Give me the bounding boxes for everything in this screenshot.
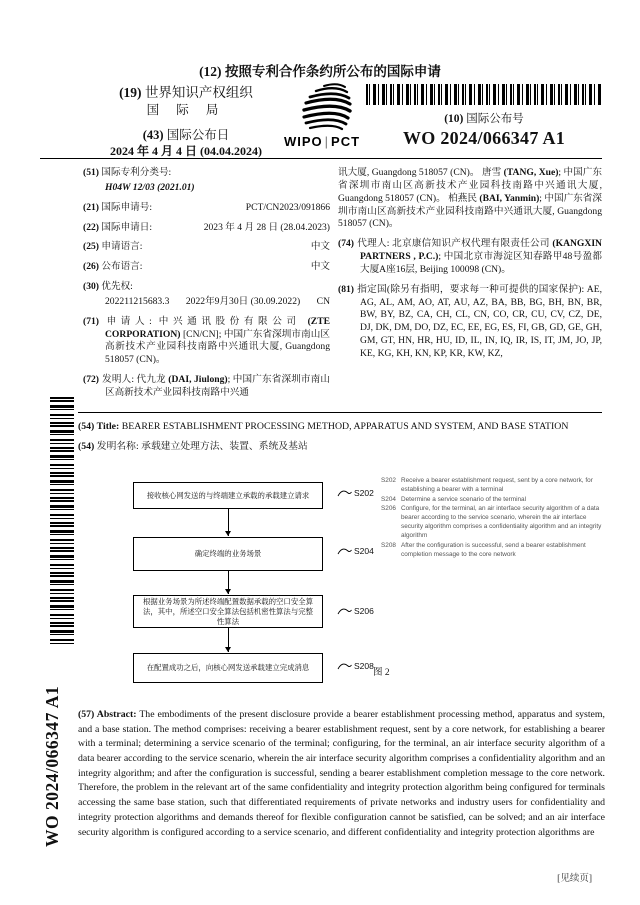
abstract-text: The embodiments of the present disclosure provide a bearer establishment processing method, apparatus and system, and a base station. The method comprises: receiving a bearer establishment request, sent by a core network, for establishing a bearer with a terminal; determining a service scenario of the terminal; configuring, for the terminal, an air interface security algorithm of a data bearer according to the service scenario, wherein the air interface security algorithm comprises a confidentiality algorithm and an integrity algorithm; and after the configuration is successful, sending a bearer establishment completion message to the core network. Therefore, the problem in the relevant art of the same confidentiality and integrity protection algorithm being configured for terminals accessing the same base station, such that differentiated requirements of private networks and industry users for confidentiality and integrity protection algorithms and demands thereof for flexible configuration cannot be satisfied, can be solved; and an air interface security algorithm is configured according to a service scenario, and different confidentiality and integrity protection algorithms are	[78, 709, 605, 838]
publication-language-label: 公布语言:	[101, 261, 143, 273]
field-tag-54-zh: (54)	[78, 440, 95, 452]
field-tag-57: (57)	[78, 709, 95, 720]
field-tag-30: (30)	[83, 281, 99, 293]
figure-steps-english	[381, 477, 609, 560]
flow-arrow-icon	[228, 509, 229, 536]
field-tag-51: (51)	[83, 167, 99, 178]
flowchart-figure	[100, 478, 400, 696]
filing-date-value: 2023 年 4 月 28 日 (28.04.2023)	[203, 221, 330, 233]
title-divider	[78, 412, 602, 413]
pct-line-text: 按照专利合作条约所公布的国际申请	[224, 64, 441, 79]
inventors-continued-paragraph	[338, 167, 602, 231]
sidebar-publication-number: WO 2024/066347 A1	[42, 685, 62, 847]
ipc-row	[83, 167, 330, 180]
filing-language-value: 中文	[310, 241, 330, 253]
publication-date-value: 2024 年 4 月 4 日 (04.04.2024)	[110, 144, 262, 159]
wipo-logo	[282, 82, 362, 149]
priority-row	[83, 281, 330, 294]
publication-number-block	[366, 110, 602, 149]
pct-publication-line	[0, 60, 640, 80]
header-divider	[40, 158, 602, 159]
field-tag-26: (26)	[83, 261, 99, 273]
figure-step-en-s204: S204 Determine a service scenario of the terminal	[381, 495, 527, 503]
field-tag-74: (74)	[338, 238, 354, 250]
inventors-text: 发明人: 代九龙 (DAI, Jiulong); 中国广东省深圳市南山区高新技术产业园科技南路中兴通	[101, 374, 330, 398]
flow-step-label-s204: S204	[337, 546, 374, 556]
field-tag-71: (71)	[83, 315, 99, 327]
org-name: 世界知识产权组织	[144, 85, 253, 100]
applicant-paragraph	[83, 316, 330, 367]
publication-number-label: 国际公布号	[466, 113, 524, 125]
filing-date-label: 国际申请日:	[101, 221, 153, 233]
title-section	[78, 420, 602, 459]
connector-squiggle-icon	[337, 606, 352, 616]
priority-number: 202211215683.3	[105, 295, 170, 307]
flow-step-box-s208: 在配置成功之后，向核心网发送承载建立完成消息	[133, 653, 323, 683]
figure-step-en-s202: S202 Receive a bearer establishment request, sent by a core network, for establishing a bearer with a terminal	[381, 477, 593, 493]
title-english-value: BEARER ESTABLISHMENT PROCESSING METHOD, APPARATUS AND SYSTEM, AND BASE STATION	[121, 421, 569, 432]
priority-country: CN	[316, 295, 330, 307]
flow-step-label-s208: S208	[337, 661, 374, 671]
abstract-section	[78, 708, 605, 840]
field-tag-22: (22)	[83, 221, 99, 233]
flow-step-box-s204: 确定终端的业务场景	[133, 537, 323, 571]
inventors-paragraph	[83, 374, 330, 400]
field-tag-81: (81)	[338, 283, 354, 295]
flow-step-box-s206: 根据业务场景为所述终端配置数据承载的空口安全算法，其中，所述空口安全算法包括机密性算法与完整性算法	[133, 595, 323, 628]
applicant-text: 申请人: 中兴通讯股份有限公司 (ZTE CORPORATION) [CN/CN]; 中国广东省深圳市南山区高新技术产业园科技南路中兴通讯大厦, Guangdong 518057 (CN)。	[101, 315, 330, 366]
field-tag-43: (43)	[142, 127, 164, 142]
publication-number-value: WO 2024/066347 A1	[402, 128, 566, 148]
priority-date: 2022年9月30日 (30.09.2022)	[185, 295, 301, 307]
logo-wipo-text: WIPO	[283, 134, 323, 149]
flow-arrow-icon	[228, 571, 229, 594]
bibliography-right-column	[338, 167, 602, 368]
publication-language-row	[83, 261, 330, 274]
designated-states-paragraph	[338, 284, 602, 361]
flow-step-label-s202: S202	[337, 488, 374, 498]
barcode-icon	[50, 397, 74, 645]
ipc-value: H04W 12/03 (2021.01)	[105, 181, 195, 193]
title-chinese-value: 承载建立处理方法、装置、系统及基站	[141, 440, 308, 452]
title-english-label: Title:	[96, 421, 120, 432]
inventors-continued-text: 讯大厦, Guangdong 518057 (CN)。 唐雪 (TANG, Xue); 中国广东省深圳市南山区高新技术产业园科技南路中兴通讯大厦, Guangdong 518057 (CN)。 柏燕民 (BAI, Yanmin); 中国广东省深圳市南山区高新技术产业园科技南路中兴通讯大厦, Guangdong 518057 (CN)。	[338, 167, 602, 230]
figure-step-en-s206: S206 Configure, for the terminal, an air interface security algorithm of a data bearer according to the service scenario, wherein the air interface security algorithm comprises a confidentiality algorithm and an integrity algorithm	[381, 505, 602, 539]
connector-squiggle-icon	[337, 661, 352, 671]
ipc-label: 国际专利分类号:	[101, 167, 172, 178]
abstract-label: Abstract:	[96, 709, 137, 720]
barcode-icon	[366, 84, 602, 105]
bibliography-left-column	[83, 167, 330, 407]
field-tag-72: (72)	[83, 374, 99, 386]
priority-detail	[83, 296, 330, 309]
wipo-globe-icon	[291, 82, 353, 132]
field-tag-25: (25)	[83, 241, 99, 253]
continuation-note: [见续页]	[557, 874, 592, 884]
flow-step-label-s206: S206	[337, 606, 374, 616]
application-number-row	[83, 202, 330, 215]
field-tag-10: (10)	[444, 113, 464, 125]
agent-paragraph	[338, 238, 602, 277]
application-number-label: 国际申请号:	[101, 201, 153, 213]
filing-language-label: 申请语言:	[101, 241, 143, 253]
priority-label: 优先权:	[101, 281, 133, 293]
flow-arrow-icon	[228, 628, 229, 652]
filing-date-row	[83, 222, 330, 235]
figure-label: 图 2	[373, 668, 390, 678]
logo-separator: |	[324, 134, 330, 149]
connector-squiggle-icon	[337, 488, 352, 498]
publication-language-value: 中文	[310, 261, 330, 273]
org-bureau: 国 际 局	[146, 102, 226, 117]
title-chinese-row	[78, 440, 602, 454]
field-tag-19: (19)	[119, 85, 142, 100]
filing-language-row	[83, 241, 330, 254]
publication-date-label: 国际公布日	[166, 127, 230, 142]
designated-states-text: 指定国(除另有指明，要求每一种可提供的国家保护): AE, AG, AL, AM, AO, AT, AU, AZ, BA, BB, BG, BH, BN, BR, BW, BY, BZ, CA, CH, CL, CN, CO, CR, CU, CV, CZ, DE, DJ, DK, DM, DO, DZ, EC, EE, EG, ES, FI, GB, GD, GE, GH, GM, GT, HN, HR, HU, ID, IL, IN, IQ, IR, IS, IT, JM, JO, JP, KE, KG, KH, KN, KP, KR, KW, KZ,	[356, 283, 602, 359]
issuing-organization	[88, 85, 284, 159]
agent-text: 代理人: 北京康信知识产权代理有限责任公司 (KANGXIN PARTNERS , P.C.); 中国北京市海淀区知春路甲48号盈都大厦A座16层, Beijing 100098 (CN)。	[356, 238, 602, 275]
flow-step-box-s202: 接收核心网发送的与终端建立承载的承载建立请求	[133, 482, 323, 509]
field-tag-21: (21)	[83, 201, 99, 213]
field-tag-54-en: (54)	[78, 421, 95, 432]
title-chinese-label: 发明名称:	[96, 440, 139, 452]
figure-step-en-s208: S208 After the configuration is successful, send a bearer establishment completion message to the core network	[381, 541, 586, 558]
logo-pct-text: PCT	[331, 134, 361, 149]
title-english-row	[78, 420, 602, 434]
connector-squiggle-icon	[337, 546, 352, 556]
field-tag-12: (12)	[199, 64, 222, 79]
application-number-value: PCT/CN2023/091866	[245, 201, 330, 213]
